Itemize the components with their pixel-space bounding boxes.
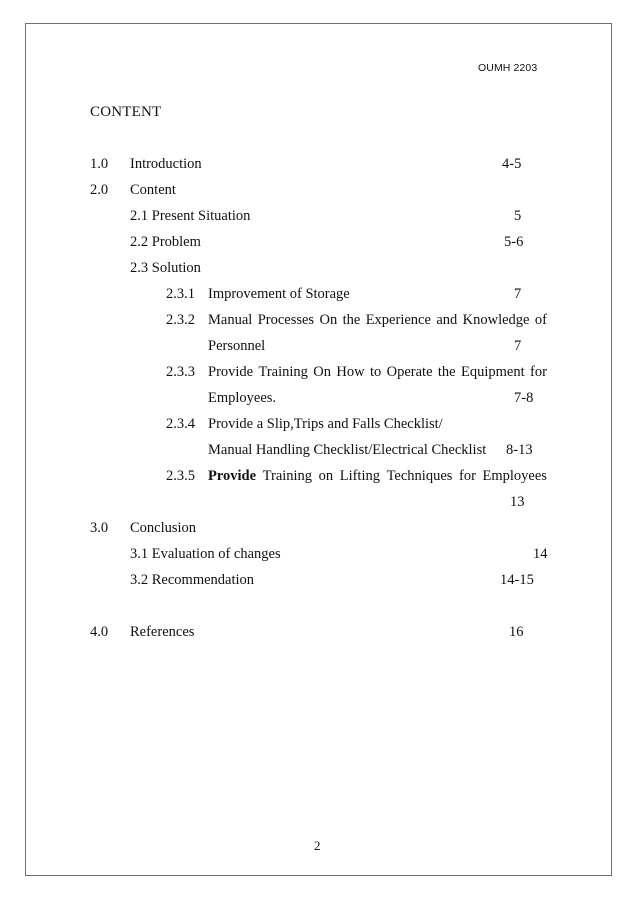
section-2-title: Content	[130, 182, 176, 198]
item-2-3-4-number: 2.3.4	[166, 416, 195, 432]
section-3-2-pages: 14-15	[500, 572, 534, 588]
item-2-3-1-title: Improvement of Storage	[208, 286, 350, 302]
title-word: for	[530, 364, 547, 380]
item-2-3-5-number: 2.3.5	[166, 468, 195, 484]
title-word: the	[437, 364, 456, 380]
section-2-number: 2.0	[90, 182, 109, 198]
title-word: Processes	[257, 312, 315, 328]
section-2-1-pages: 5	[514, 208, 522, 224]
title-word: Equipment	[460, 364, 525, 380]
title-word: Operate	[386, 364, 433, 380]
section-4-pages: 16	[509, 624, 524, 640]
course-code: OUMH 2203	[478, 62, 538, 74]
section-1-number: 1.0	[90, 156, 109, 172]
item-2-3-4-title-continued: Manual Handling Checklist/Electrical Checklist	[208, 442, 487, 458]
title-word: Training	[258, 364, 308, 380]
item-2-3-3-title	[208, 365, 547, 380]
title-word: on	[318, 468, 334, 484]
title-word: Manual	[208, 312, 253, 328]
section-1-pages: 4-5	[502, 156, 522, 172]
item-2-3-2-number: 2.3.2	[166, 312, 195, 328]
section-4-number: 4.0	[90, 624, 109, 640]
section-3-number: 3.0	[90, 520, 109, 536]
title-word: for	[458, 468, 476, 484]
item-2-3-3-number: 2.3.3	[166, 364, 195, 380]
section-2-2-pages: 5-6	[504, 234, 524, 250]
section-3-title: Conclusion	[130, 520, 197, 536]
title-word: Employees	[482, 468, 547, 484]
item-2-3-1-number: 2.3.1	[166, 286, 195, 302]
title-word: Provide	[208, 364, 254, 380]
title-word: On	[319, 312, 338, 328]
section-4-title: References	[130, 624, 195, 640]
toc-heading: CONTENT	[90, 104, 162, 120]
page-number: 2	[314, 838, 321, 853]
title-word: of	[534, 312, 547, 328]
section-2-1-title: 2.1 Present Situation	[130, 208, 251, 224]
item-2-3-4-pages: 8-13	[506, 442, 533, 458]
item-2-3-5-title	[208, 469, 547, 484]
section-2-3-title: 2.3 Solution	[130, 260, 201, 276]
item-2-3-2-title-continued: Personnel	[208, 338, 266, 354]
title-word: Experience	[365, 312, 431, 328]
section-3-2-title: 3.2 Recommendation	[130, 572, 255, 588]
title-word: the	[342, 312, 361, 328]
item-2-3-3-pages: 7-8	[514, 390, 534, 406]
item-2-3-1-pages: 7	[514, 286, 522, 302]
title-word: Lifting	[339, 468, 380, 484]
item-2-3-2-pages: 7	[514, 338, 522, 354]
title-word: and	[436, 312, 458, 328]
section-3-1-title: 3.1 Evaluation of changes	[130, 546, 281, 562]
title-word-bold: Provide	[208, 468, 257, 484]
item-2-3-3-title-continued: Employees.	[208, 390, 277, 406]
title-word: to	[369, 364, 382, 380]
item-2-3-2-title	[208, 313, 547, 328]
title-word: Knowledge	[462, 312, 530, 328]
section-3-1-pages: 14	[533, 546, 548, 562]
section-1-title: Introduction	[130, 156, 202, 172]
section-2-2-title: 2.2 Problem	[130, 234, 201, 250]
item-2-3-4-title: Provide a Slip,Trips and Falls Checklist/	[208, 416, 443, 432]
title-word: On	[313, 364, 332, 380]
title-word: Techniques	[386, 468, 453, 484]
title-word: Training	[262, 468, 313, 484]
title-word: How	[336, 364, 365, 380]
item-2-3-5-pages: 13	[510, 494, 525, 510]
